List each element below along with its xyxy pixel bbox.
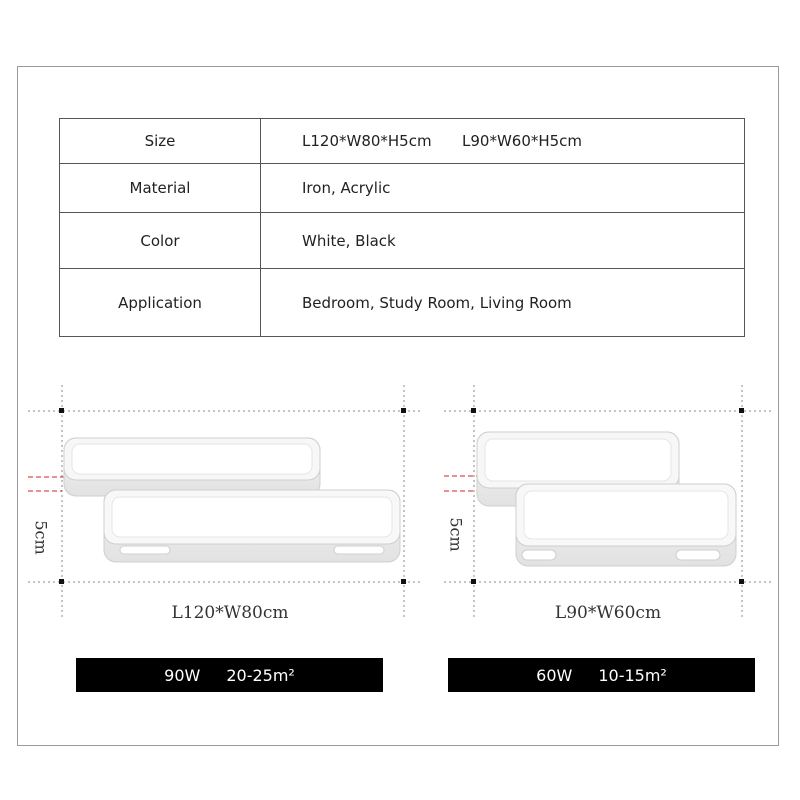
spec-value: Bedroom, Study Room, Living Room <box>261 269 745 337</box>
height-label: 5cm <box>446 517 466 552</box>
lamp-back <box>64 438 320 496</box>
area-value: 20-25m² <box>226 665 295 685</box>
dimension-label: L90*W60cm <box>554 603 662 623</box>
small-lamp-figure <box>444 385 772 620</box>
lamp-front <box>516 484 736 566</box>
power-area-bar <box>448 658 755 692</box>
size-small: L90*W60*H5cm <box>462 132 583 150</box>
size-large: L120*W80*H5cm <box>302 132 432 150</box>
power-value: 60W <box>536 665 573 685</box>
lamp-front <box>104 490 400 562</box>
spec-value: Iron, Acrylic <box>261 164 745 213</box>
dimension-label: L120*W80cm <box>171 603 289 623</box>
spec-label: Material <box>60 164 261 213</box>
spec-label: Application <box>60 269 261 337</box>
area-value: 10-15m² <box>598 665 667 685</box>
spec-label: Size <box>60 119 261 164</box>
height-label: 5cm <box>31 520 51 555</box>
large-lamp-figure <box>28 385 420 620</box>
power-value: 90W <box>164 665 201 685</box>
spec-label: Color <box>60 213 261 269</box>
spec-value: White, Black <box>261 213 745 269</box>
power-area-bar <box>76 658 383 692</box>
